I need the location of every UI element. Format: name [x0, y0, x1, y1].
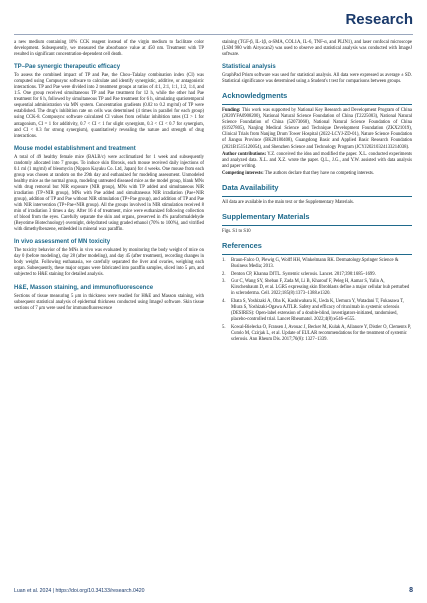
contributions-paragraph	[222, 152, 412, 170]
acknowledgments-rule	[222, 104, 412, 105]
section-text-synergy: To assess the combined impact of TP and Pae, the Chou–Talalay combination index (CI) was computed using Compusync software to calculate and identify synergistic, additive, or antagonistic interactions. TP and Pae were divided into 2 treatment groups at ratios of 4:1, 2:1, 1:1, 1:2, 1:4, and 1:5. One group received simultaneous TP and Pae treatment for 12 h, while the other had Pae treatment for 6 h, followed by simultaneous TP and Pae treatment for 6 h, simulating spatiotemporal sequential administration via MN system. Concentration gradients (0.02 to 0.2 mg/ml) of TP were established. The drug's inhibition rate on cells was determined (4 times in parallel for each group) using CCK-8. Compusync software calculated CI values from cellular inhibition rates (CI > 1 for antagonism, CI = 1 for additivity, 0.7 < CI < 1 for slight synergism, 0.3 < CI < 0.7 for synergism, and CI < 0.3 for strong synergism), quantitatively revealing the nature and strength of drug interactions.	[14, 73, 204, 139]
section-heading-synergy: TP–Pae synergic therapeutic efficacy	[14, 64, 121, 71]
supplementary-rule	[222, 225, 412, 226]
data-availability-text: All data are available in the main text or the Supplementary Materials.	[222, 199, 354, 205]
section-heading-staining: H&E, Masson staining, and immunofluorescence	[14, 284, 154, 291]
section-heading-statistics: Statistical analysis	[222, 64, 276, 71]
section-heading-references: References	[222, 240, 262, 250]
reference-list	[222, 258, 412, 343]
section-text-toxicity: The toxicity behavior of the MNs in vivo was evaluated by monitoring the body weight of mice on day 0 (before modeling), day 28 (after modeling), and day 45 (after treatment), recording changes in body weight. Following euthanasia, we carefully separated the liver and ovaries, weighing each organ. Subsequently, these major organs were fabricated into paraffin samples, sliced into 5 μm, and subjected to H&E staining for detailed analysis.	[14, 248, 204, 278]
reference-item	[222, 279, 412, 297]
reference-number: 4.	[222, 298, 226, 304]
supplementary-text: Figs. S1 to S10	[222, 228, 251, 234]
references-rule	[222, 254, 412, 255]
journal-header	[0, 0, 427, 36]
data-availability-rule	[222, 196, 412, 197]
reference-text: Braun-Falco O, Plewig G, Wolff HH, Winkelmann RK. Dermatology.Springer Science & Business Media; 2013.	[231, 257, 399, 269]
funding-label: Funding:	[222, 108, 241, 114]
reference-text: Denton CP, Khanna DJTL. Systemic sclerosis. Lancet. 2017;390:1685–1699.	[231, 271, 376, 277]
section-heading-mouse-model: Mouse model establishment and treatment	[14, 145, 136, 152]
section-heading-supplementary: Supplementary Materials	[222, 211, 310, 221]
citation-link[interactable]: Luan et al. 2024 | https://doi.org/10.34133/research.0420	[14, 588, 145, 594]
funding-paragraph	[222, 108, 412, 150]
competing-interests-paragraph	[222, 171, 412, 177]
reference-number: 3.	[222, 279, 226, 285]
funding-text: This work was supported by National Key Research and Development Program of China (2020YFA0908200), National Natural Science Foundation of China (T2225003), National Natural Science Foundation of China (52073060), National Natural Science Foundation of China (61927805), Nanjing Medical Science and Technique Development Foundation (ZKX21019), Clinical Trials from Nanjing Drum Tower Hospital (2022-LCYJ-ZD-01), Nature Science Foundation of Jiangsu Province (BK20180408), Guangdong Basic and Applied Basic Research Foundation (2021B1515120054), and Shenzhen Science and Technology Program (JCYJ20210324133214038).	[222, 108, 412, 150]
reference-text: Ebata S, Yoshizaki A, Oba K, Kashiwabara K, Ueda K, Uemura Y, Watadani T, Fukasawa T, Miura S, Yoshizaki-Ogawa AJTLR. Safety and efficacy of rituximab in systemic sclerosis (DESIRES): Open-label extension of a double-blind, investigators-initiated, randomised, placebo-controlled trial. Lancet Rheumatol. 2022;4(8):e546–e555.	[231, 298, 404, 323]
page-number: 8	[409, 587, 413, 594]
section-text-statistics: GraphPad Prism software was used for statistical analysis. All data were expressed as average ± SD. Statistical significance was determined using a Student's t test for comparisons between groups.	[222, 73, 412, 85]
reference-text: Gur C, Wang SY, Sheban F, Zada M, Li B, Kharouf F, Peleg H, Aamar S, Yalin A, Kirschenbaum D, et al. LGR5 expressing skin fibroblasts define a major cellular hub perturbed in scleroderma. Cell. 2022;185(8):1373–1388.e1320.	[231, 279, 410, 297]
reference-item	[222, 258, 412, 270]
header-rule	[14, 34, 413, 35]
section-text-mouse-model: A total of 49 healthy female mice (BALB/c) were acclimatized for 1 week and subsequently randomly allocated into 7 groups. To induce skin fibrosis, each mouse received daily injections of 0.1 ml (1 mg/ml) of bleomycin (Nippon Kayaku Co. Ltd, Japan) for 4 weeks. One mouse from each group was chosen at random on the 29th day and euthanized for modeling assessment. Unmodeled healthy mice as the normal group, modeling untreated diseased mice as the model group, blank MNs with drug removal but NIR exposure (NIR group), MNs with TP added and simultaneous NIR irradiation (TP+NIR group), MNs with Pae added and simultaneous NIR irradiation (Pae+NIR group), addition of TP and Pae without NIR stimulation (TP+Pae group), and addition of TP and Pae with NIR intervention (TP+Pae+NIR group). All the groups involved in NIR stimulation received 8 min of irradiation 3 times a day. After 16 d of treatment, mice were euthanized following collection of blood from the eyes. Carefully separate the skin and organs, preserved in 4% paraformaldehyde (Beyotime Biotechnology) overnight, dehydrated using graded ethanol (70% to 100%), and vitrified with dimethylbenzene, embedded in mineral wax paraffin.	[14, 154, 204, 233]
section-heading-data-availability: Data Availability	[222, 182, 279, 192]
reference-number: 1.	[222, 257, 226, 263]
page-footer	[14, 588, 413, 594]
left-column	[14, 40, 204, 313]
intro-paragraph: a new medium containing 10% CCK reagent instead of the virgin medium to facilitate color development. Subsequently, we measured the absorbance value at 450 nm. Treatment with TP resulted in significant concentration-dependent cell death.	[14, 40, 204, 58]
contributions-label: Author contributions:	[222, 151, 267, 157]
reference-item	[222, 272, 412, 278]
reference-item	[222, 299, 412, 323]
section-heading-acknowledgments: Acknowledgments	[222, 91, 288, 101]
competing-interests-text: The authors declare that they have no competing interests.	[263, 170, 375, 176]
competing-interests-label: Competing interests:	[222, 170, 264, 176]
reference-number: 5.	[222, 324, 226, 330]
contributions-text: Y.Z. conceived the idea and modified the paper. X.L. conducted experiments and analyzed data. X.L. and X.Z. wrote the paper. Q.L., J.G., and Y.W. assisted with data analysis and paper writing.	[222, 151, 413, 169]
reference-text: Kowal-Bielecka O, Fransen J, Avouac J, Becker M, Kulak A, Allanore Y, Distler O, Clements P, Cutolo M, Czirjak L, et al. Update of EULAR recommendations for the treatment of systemic sclerosis. Ann Rheum Dis. 2017;76(8): 1327–1339.	[231, 324, 411, 342]
section-text-staining: Sections of tissue measuring 5 μm in thickness were readied for H&E and Masson staining, with subsequent statistical analysis of epidermal thickness conducted using ImageJ software. Skin tissue sections of 7 μm were used for immunofluorescence	[14, 293, 204, 311]
section-heading-toxicity: In vivo assessment of MN toxicity	[14, 239, 111, 246]
right-column	[222, 40, 412, 344]
journal-title: Research	[345, 11, 413, 28]
continued-paragraph: staining (TGF-β, IL-1β, α-SMA, COL1A, IL-6, TNF-α, and PLIN1), and laser confocal microscope (LSM 980 with Airyscan2) was used to observe and statistical analysis was conducted with ImageJ software.	[222, 40, 412, 58]
reference-number: 2.	[222, 271, 226, 277]
reference-item	[222, 325, 412, 343]
